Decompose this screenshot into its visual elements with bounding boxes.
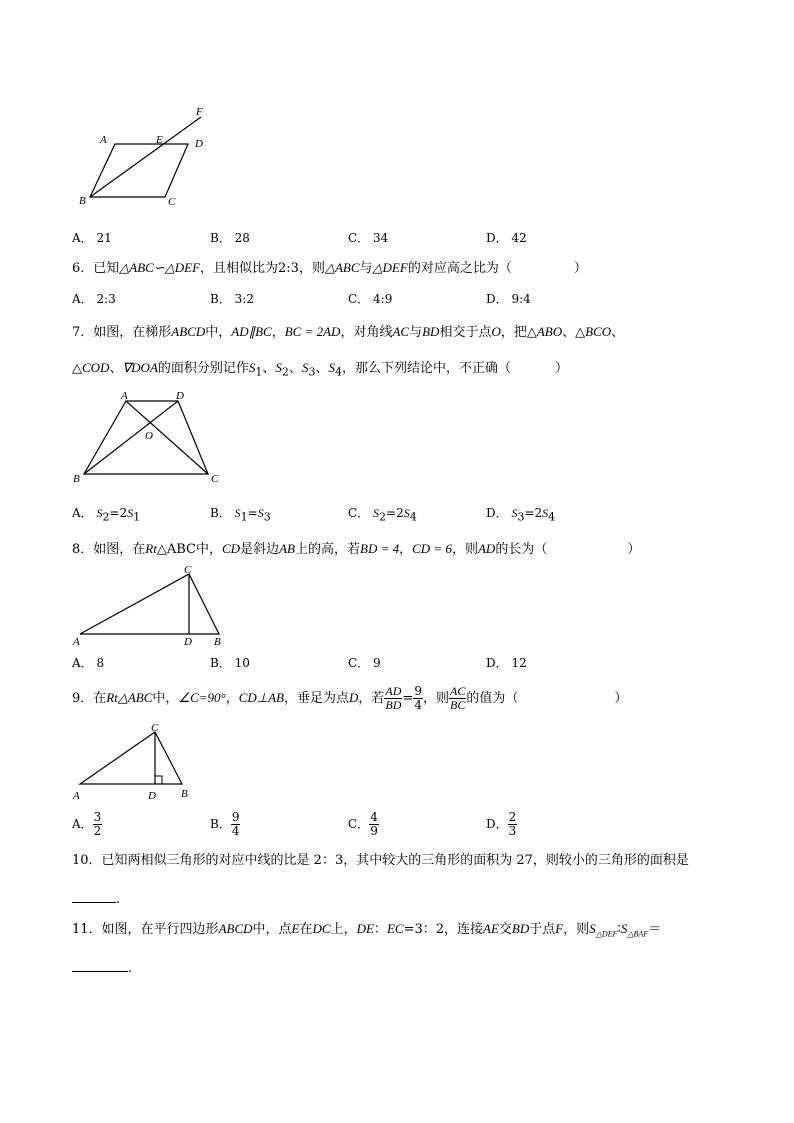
q9-option-d[interactable]: D． $\frac{2}{3}$: [486, 810, 517, 838]
q11-answer-blank[interactable]: [72, 957, 128, 972]
label-b: B: [79, 195, 86, 207]
q5-option-c[interactable]: C． 34: [348, 231, 389, 245]
q10-answer-line: .: [72, 888, 120, 908]
q10-stem: 10．已知两相似三角形的对应中线的比是 2：3，其中较大的三角形的面积为 27，则较小的三角形的面积是: [72, 853, 689, 868]
right-angle-mark: [155, 776, 162, 784]
parallelogram-abcd: [90, 144, 188, 197]
q6-option-b[interactable]: B． 3:2: [210, 292, 254, 306]
label-a: A: [121, 390, 128, 402]
q5-option-d[interactable]: D． 42: [486, 231, 527, 245]
q9-option-a[interactable]: A． $\frac{3}{2}$: [72, 810, 102, 838]
label-a: A: [73, 636, 80, 648]
q7-option-d[interactable]: D． $S_3=2S_4$: [486, 506, 556, 524]
figure-q5-parallelogram: [72, 100, 222, 212]
q9-option-c[interactable]: C． $\frac{4}{9}$: [348, 810, 378, 838]
q7-option-c[interactable]: C． $S_2=2S_4$: [348, 506, 417, 524]
fraction-9-4: $\frac{9}{4}$: [414, 684, 422, 712]
label-o: O: [145, 430, 153, 442]
q5-option-b[interactable]: B． 28: [210, 231, 250, 245]
fraction-ad-bd: $\frac{AD}{BD}$: [385, 684, 402, 712]
figure-q8-right-triangle: [68, 562, 238, 650]
q8-option-a[interactable]: A． 8: [72, 656, 105, 670]
q9-stem: 9．在Rt△ABC中，∠C=90°，CD⊥AB，垂足为点D，若 $\frac{AD}{BD}$ = $\frac{9}{4}$ ，则 $\frac{AC}{BC}$ 的值为（ ）: [72, 684, 628, 712]
label-b: B: [181, 788, 188, 800]
q7-option-a[interactable]: A． $S_2=2S_1$: [72, 506, 141, 524]
label-e: E: [156, 134, 163, 146]
label-d: D: [176, 390, 184, 402]
triangle-abc: [80, 732, 182, 784]
q8-option-b[interactable]: B． 10: [210, 656, 250, 670]
q9-option-b[interactable]: B． $\frac{9}{4}$: [210, 810, 240, 838]
label-c: C: [168, 196, 176, 208]
diagonal-ac: [126, 401, 208, 474]
label-d: D: [195, 138, 203, 150]
label-c: C: [211, 473, 219, 485]
figure-q7-trapezoid: [70, 388, 230, 488]
q8-option-c[interactable]: C． 9: [348, 656, 381, 670]
q5-option-a[interactable]: A． 21: [72, 231, 112, 245]
label-c: C: [184, 564, 192, 576]
q11-stem: 11．如图，在平行四边形ABCD中，点E在DC上，DE：EC=3：2，连接AE交BD于点F，则$S_{\triangle DEF}∶S_{\triangle BAF}=$: [72, 921, 662, 939]
label-a: A: [73, 790, 80, 802]
q10-answer-blank[interactable]: [72, 888, 116, 903]
q7-option-b[interactable]: B． $S_1=S_3$: [210, 506, 271, 524]
segment-bf: [90, 117, 201, 197]
q6-stem: 6．已知△ABC∽△DEF，且相似比为2:3，则△ABC与△DEF的对应高之比为（ ）: [72, 260, 587, 276]
q7-stem-line1: 7．如图，在梯形ABCD中，AD∥BC，BC = 2AD，对角线AC与BD相交于点O，把△ABO、△BCO、: [72, 324, 625, 340]
q11-answer-line: .: [72, 957, 132, 977]
diagonal-bd: [84, 401, 178, 474]
label-b: B: [214, 636, 221, 648]
triangle-abc: [80, 574, 219, 634]
label-a: A: [100, 134, 107, 146]
label-d: D: [148, 790, 156, 802]
q7-stem-line2: △COD、∇DOA的面积分别记作$S_1$、$S_2$、$S_3$、$S_4$，那么下列结论中，不正确（ ）: [72, 360, 568, 379]
q6-option-d[interactable]: D． 9:4: [486, 292, 531, 306]
label-c: C: [151, 722, 159, 734]
fraction-ac-bc: $\frac{AC}{BC}$: [449, 684, 466, 712]
label-f: F: [196, 106, 203, 118]
label-d: D: [184, 636, 192, 648]
q8-option-d[interactable]: D． 12: [486, 656, 527, 670]
figure-q9-right-triangle: [68, 720, 198, 806]
label-b: B: [73, 473, 80, 485]
q6-option-c[interactable]: C． 4:9: [348, 292, 393, 306]
q6-option-a[interactable]: A． 2:3: [72, 292, 116, 306]
q8-stem: 8．如图，在Rt△ABC中，CD是斜边AB上的高，若BD = 4，CD = 6，则AD的长为（ ）: [72, 541, 641, 557]
